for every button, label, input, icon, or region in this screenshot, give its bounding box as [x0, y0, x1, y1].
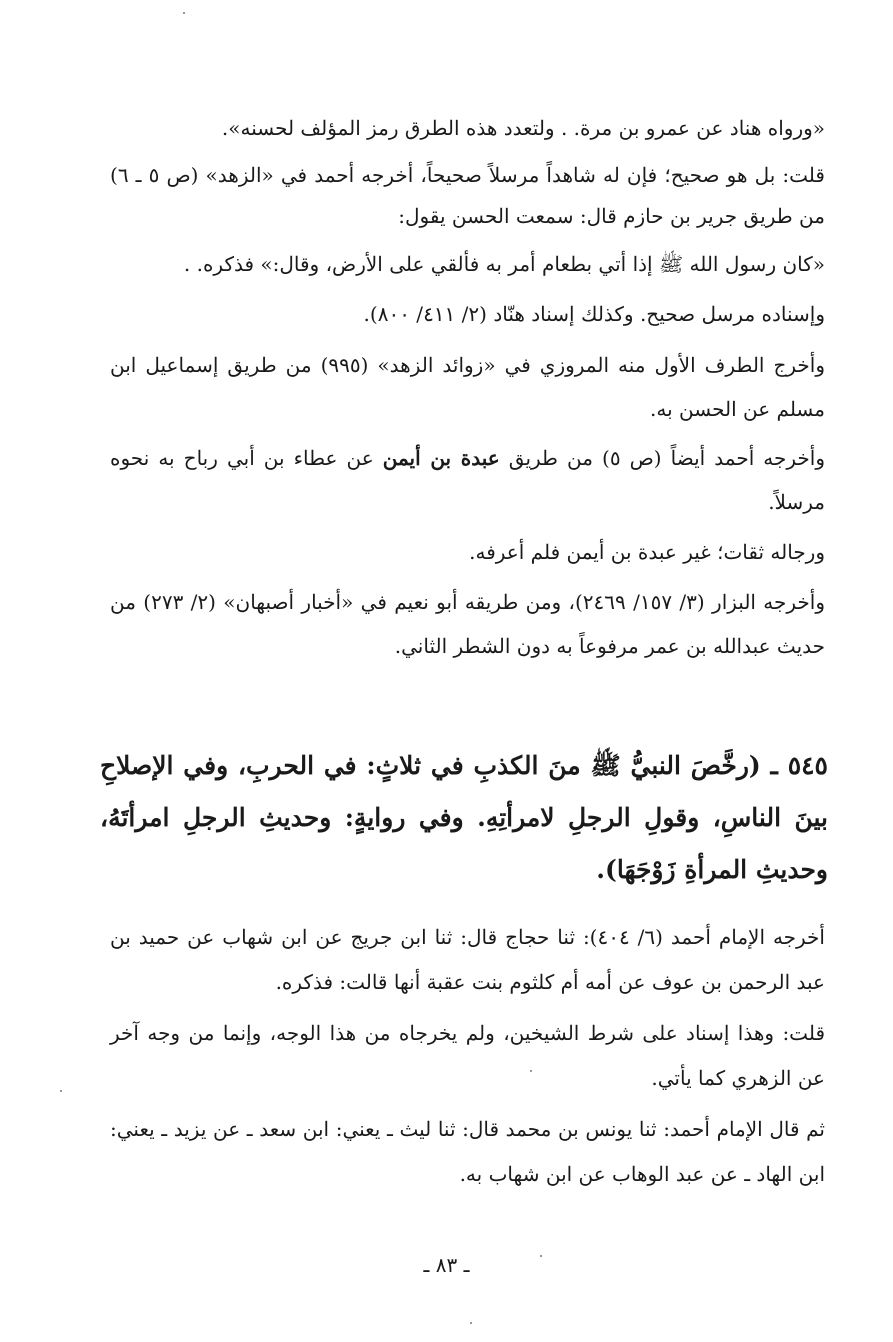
paragraph-8: وأخرجه البزار (٣/ ١٥٧/ ٢٤٦٩)، ومن طريقه أبو نعيم في «أخبار أصبهان» (٢/ ٢٧٣) من حديث عبدالله بن عمر مرفوعاً به دون الشطر الثاني.	[110, 590, 826, 658]
paragraph-4: وإسناده مرسل صحيح. وكذلك إسناد هنّاد (٢/ ٤١١/ ٨٠٠).	[363, 302, 825, 326]
hadith-heading	[100, 740, 828, 896]
paragraph-9: أخرجه الإمام أحمد (٦/ ٤٠٤): ثنا حجاج قال: ثنا ابن جريج عن ابن شهاب عن حميد بن عبد الرحمن بن عوف عن أمه أم كلثوم بنت عقبة أنها قالت: فذكره.	[110, 925, 825, 994]
paragraph-11: ثم قال الإمام أحمد: ثنا يونس بن محمد قال: ثنا ليث ـ يعني: ابن سعد ـ عن يزيد ـ يعني: ابن الهاد ـ عن عبد الوهاب عن ابن شهاب به.	[110, 1117, 825, 1186]
paragraph-2: قلت: بل هو صحيح؛ فإن له شاهداً مرسلاً صحيحاً، أخرجه أحمد في «الزهد» (ص ٥ ـ ٦) من طريق جرير بن حازم قال: سمعت الحسن يقول:	[110, 163, 825, 228]
narrator-name-bold: عبدة بن أيمن	[382, 446, 500, 470]
paragraph-6-part-2: عن عطاء بن أبي رباح به نحوه مرسلاً.	[110, 446, 825, 514]
scan-speck	[540, 1255, 542, 1257]
scan-speck	[530, 1070, 532, 1072]
paragraph-7: ورجاله ثقات؛ غير عبدة بن أيمن فلم أعرفه.	[469, 540, 825, 564]
paragraph-6	[110, 436, 825, 524]
page-number: ـ ٨٣ ـ	[423, 1253, 470, 1277]
paragraph-3: «كان رسول الله ﷺ إذا أتي بطعام أمر به فألقي على الأرض، وقال:» فذكره. .	[183, 252, 825, 276]
paragraph-10: قلت: وهذا إسناد على شرط الشيخين، ولم يخرجاه من هذا الوجه، وإنما من وجه آخر عن الزهري كما يأتي.	[110, 1021, 825, 1090]
scan-speck	[470, 1322, 472, 1324]
commentary-block-top	[110, 105, 825, 668]
hadith-number: ٥٤٥	[787, 751, 828, 780]
paragraph-1: «ورواه هناد عن عمرو بن مرة. . ولتعدد هذه الطرق رمز المؤلف لحسنه».	[221, 116, 825, 140]
paragraph-6-part-1: وأخرجه أحمد أيضاً (ص ٥) من طريق	[499, 446, 826, 470]
commentary-block-bottom	[110, 915, 825, 1197]
paragraph-5: وأخرج الطرف الأول منه المروزي في «زوائد الزهد» (٩٩٥) من طريق إسماعيل ابن مسلم عن الحسن به.	[110, 353, 825, 421]
hadith-heading-block	[100, 740, 828, 896]
scan-speck	[60, 1090, 62, 1092]
scan-speck	[183, 12, 185, 14]
hadith-text: ـ (رخَّصَ النبيُّ ﷺ منَ الكذبِ في ثلاثٍ: في الحربِ، وفي الإصلاحِ بينَ الناسِ، وقولِ الرجلِ لامرأتِهِ. وفي روايةٍ: وحديثِ الرجلِ امرأتَهُ، وحديثِ المرأةِ زَوْجَهَا).	[100, 751, 828, 884]
